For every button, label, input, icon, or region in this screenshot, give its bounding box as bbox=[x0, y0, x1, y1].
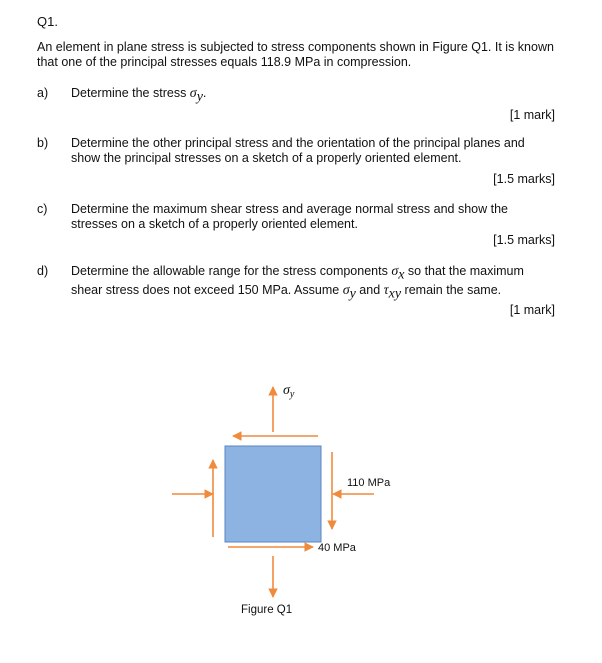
sigma-y-symbol: σ bbox=[189, 86, 197, 101]
sigma-y-figure-label: $\sigma_y$ bbox=[283, 383, 295, 400]
figure-caption: Figure Q1 bbox=[241, 604, 293, 616]
part-a-marks: [1 mark] bbox=[509, 108, 555, 122]
part-c-label: c) bbox=[37, 202, 48, 216]
part-b-label: b) bbox=[37, 136, 49, 150]
shear-stress-value-label: 40 MPa bbox=[318, 542, 356, 554]
part-d-label: d) bbox=[37, 264, 49, 278]
part-d-text: Determine the allowable range for the stress components $\sigma_x$ so that the maximum shear stress does not exceed 150 MPa. Assume $\sigma_y$ and $\tau_{xy}$ remain the same. bbox=[71, 264, 524, 301]
question-number: Q1. bbox=[37, 14, 58, 29]
part-a-label: a) bbox=[37, 86, 49, 100]
stress-element bbox=[225, 446, 321, 542]
sigma-x-symbol: σ bbox=[391, 264, 399, 279]
sigma-y-symbol: σ bbox=[342, 282, 350, 298]
part-c-text: Determine the maximum shear stress and average normal stress and show the stresses on a sketch of a properly oriented element. bbox=[71, 202, 508, 231]
part-d-marks: [1 mark] bbox=[509, 303, 555, 317]
part-a-text: Determine the stress $\sigma_y$. bbox=[71, 86, 207, 105]
part-c-marks: [1.5 marks] bbox=[493, 233, 555, 247]
question-intro: An element in plane stress is subjected to stress components shown in Figure Q1. It is known that one of the principal stresses equals 118.9 MPa in compression. bbox=[37, 40, 554, 69]
part-b-marks: [1.5 marks] bbox=[493, 172, 555, 186]
tau-xy-symbol: τ bbox=[383, 282, 389, 298]
normal-stress-value-label: 110 MPa bbox=[347, 477, 391, 489]
part-b-text: Determine the other principal stress and the orientation of the principal planes and show the principal stresses on a sketch of a properly oriented element. bbox=[71, 136, 525, 165]
